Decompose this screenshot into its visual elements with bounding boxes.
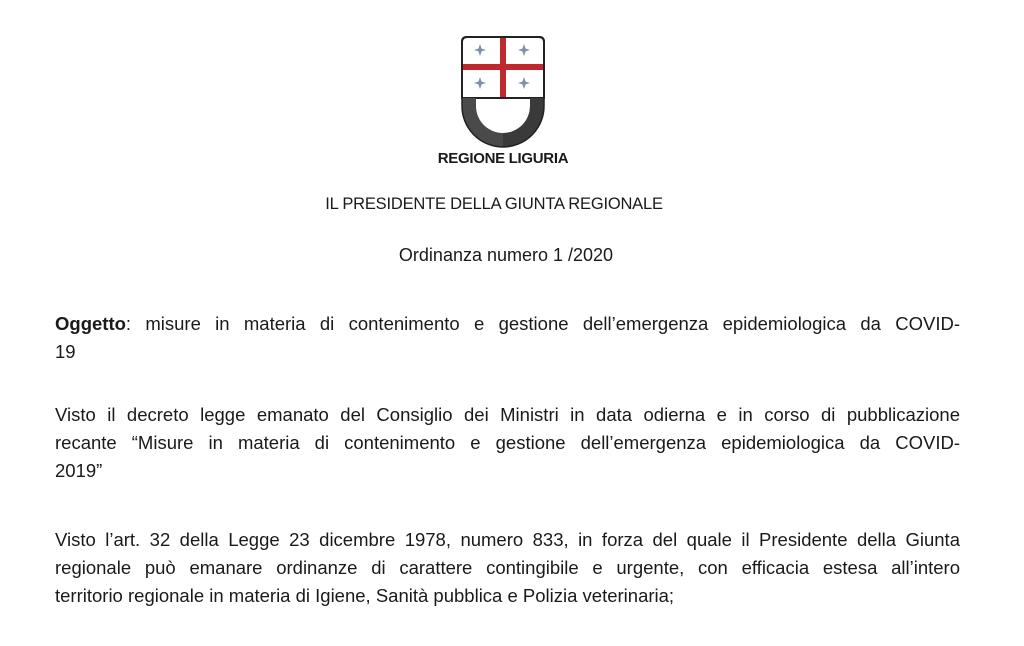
paragraph-line: territorio regionale in materia di Igiene, Sanità pubblica e Polizia veterinaria; (55, 585, 675, 606)
organization-name: REGIONE LIGURIA (437, 150, 569, 167)
subject-label: Oggetto (55, 313, 126, 334)
office-title: IL PRESIDENTE DELLA GIUNTA REGIONALE (325, 195, 663, 213)
ordinance-number: Ordinanza numero 1 /2020 (398, 245, 614, 265)
subject-paragraph (55, 310, 960, 366)
paragraph-line: 2019” (55, 460, 103, 481)
paragraph-line: recante “Misure in materia di contenimento e gestione dell’emergenza epidemiologica da COVID- (55, 432, 960, 453)
paragraph-line: Visto l’art. 32 della Legge 23 dicembre 1978, numero 833, in forza del quale il Presidente della Giunta (55, 529, 960, 550)
regione-liguria-coat-of-arms-icon (456, 34, 550, 148)
paragraph-legge (55, 526, 960, 610)
subject-line-1 (55, 310, 960, 338)
paragraph-decreto (55, 401, 960, 485)
paragraph-line: Visto il decreto legge emanato del Consiglio dei Ministri in data odierna e in corso di pubblicazione (55, 404, 960, 425)
subject-text: : misure in materia di contenimento e gestione dell’emergenza epidemiologica da COVID- (125, 313, 960, 334)
paragraph-line: regionale può emanare ordinanze di carattere contingibile e urgente, con efficacia estesa all’intero (55, 557, 960, 578)
subject-line-2: 19 (55, 341, 76, 362)
